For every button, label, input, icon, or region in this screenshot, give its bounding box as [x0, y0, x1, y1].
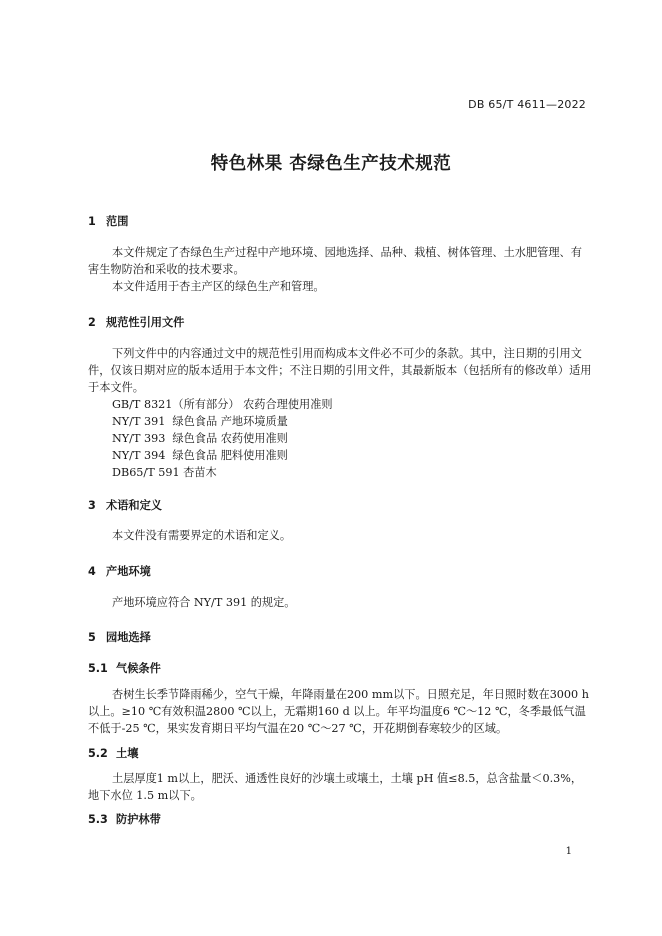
subsection-heading-5-3 — [88, 811, 161, 827]
reference-item: GB/T 8321（所有部分） 农药合理使用准则 — [112, 398, 333, 411]
paragraph: 本文件适用于杏主产区的绿色生产和管理。 — [112, 280, 325, 293]
section-number: 2 — [88, 316, 96, 329]
section-number: 5.2 — [88, 747, 108, 760]
section-number: 4 — [88, 565, 96, 578]
paragraph: 本文件规定了杏绿色生产过程中产地环境、园地选择、品种、栽植、树体管理、土水肥管理、有害生物防治和采收的技术要求。 — [88, 246, 582, 276]
reference-item: DB65/T 591 杏苗木 — [112, 466, 217, 479]
section-heading-5 — [88, 629, 151, 645]
paragraph: 本文件没有需要界定的术语和定义。 — [112, 529, 292, 542]
section-number: 5.1 — [88, 662, 108, 675]
page-number: 1 — [565, 846, 572, 857]
paragraph: 杏树生长季节降雨稀少，空气干燥，年降雨量在200 mm以下。日照充足，年日照时数在3000 h以上。≥10 ℃有效积温2800 ℃以上，无霜期160 d 以上。年平均温度6 ℃～12 ℃，冬季最低气温不低于-25 ℃，果实发育期日平均气温在20 ℃～27 ℃，开花期倒春寒较少的区域。 — [88, 688, 589, 735]
subsection-heading-5-2 — [88, 745, 138, 761]
reference-item: NY/T 391 绿色食品 产地环境质量 — [112, 415, 288, 428]
section-heading-4 — [88, 563, 151, 579]
reference-item: NY/T 394 绿色食品 肥料使用准则 — [112, 449, 288, 462]
document-code: DB 65/T 4611—2022 — [468, 98, 586, 111]
section-title: 产地环境 — [106, 565, 151, 578]
section-title: 土壤 — [116, 747, 139, 760]
section-title: 园地选择 — [106, 631, 151, 644]
section-title: 规范性引用文件 — [106, 316, 185, 329]
section-number: 5 — [88, 631, 96, 644]
section-heading-1 — [88, 213, 128, 229]
section-heading-2 — [88, 314, 184, 330]
section-heading-3 — [88, 497, 162, 513]
paragraph: 产地环境应符合 NY/T 391 的规定。 — [112, 596, 296, 609]
section-number: 1 — [88, 215, 96, 228]
section-title: 气候条件 — [116, 662, 161, 675]
section-title: 防护林带 — [116, 813, 161, 826]
section-number: 3 — [88, 499, 96, 512]
section-title: 范围 — [106, 215, 129, 228]
document-title: 特色林果 杏绿色生产技术规范 — [210, 154, 452, 174]
paragraph: 下列文件中的内容通过文中的规范性引用而构成本文件必不可少的条款。其中，注日期的引用文件，仅该日期对应的版本适用于本文件；不注日期的引用文件，其最新版本（包括所有的修改单）适用于本文件。 — [88, 347, 592, 394]
section-title: 术语和定义 — [106, 499, 162, 512]
subsection-heading-5-1 — [88, 660, 161, 676]
reference-item: NY/T 393 绿色食品 农药使用准则 — [112, 432, 288, 445]
paragraph: 土层厚度1 m以上，肥沃、通透性良好的沙壤土或壤土，土壤 pH 值≤8.5，总含盐量＜0.3%，地下水位 1.5 m以下。 — [88, 772, 583, 802]
section-number: 5.3 — [88, 813, 108, 826]
